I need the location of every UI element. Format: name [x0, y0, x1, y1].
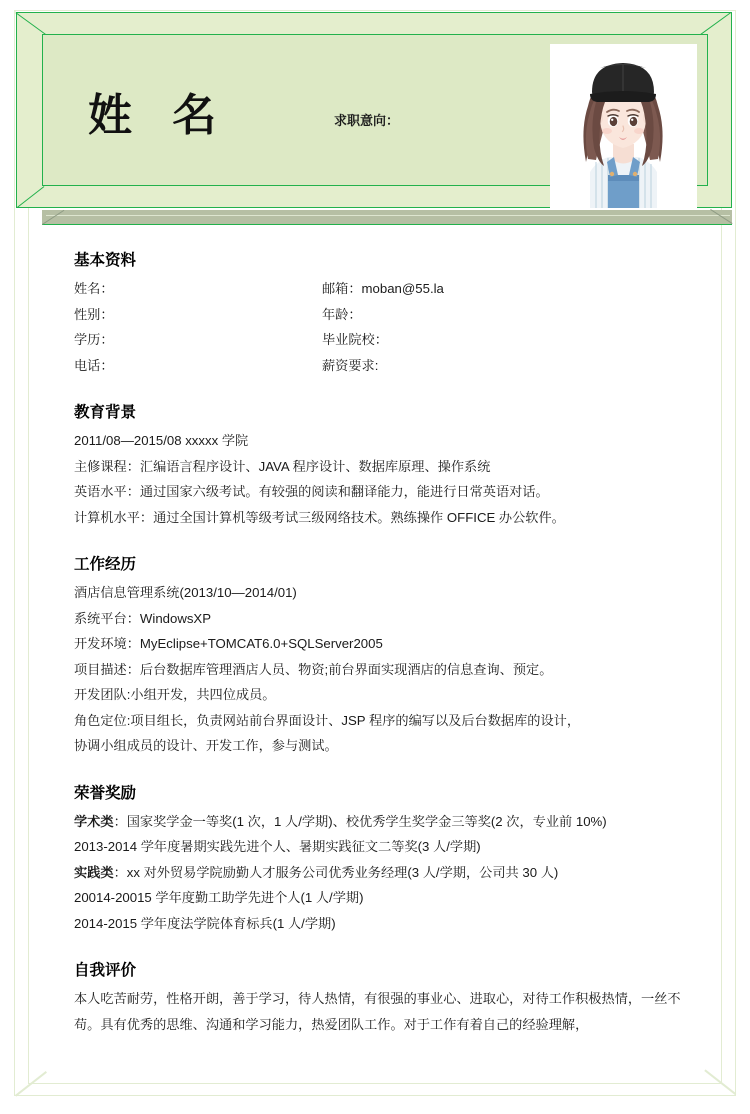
field-name-label: 姓名： — [74, 281, 114, 296]
basic-info-grid — [0, 276, 750, 378]
candidate-name: 姓 名 — [88, 91, 231, 140]
section-title-honors: 荣誉奖励 — [74, 784, 137, 802]
honor-label-academic: 学术类 — [74, 813, 114, 829]
work-line: 开发环境：MyEclipse+TOMCAT6.0+SQLServer2005 — [74, 636, 383, 651]
field-email: 邮箱：moban@55.la — [322, 281, 444, 296]
field-gender-label: 性别： — [74, 306, 114, 322]
honor-text: 2013-2014 学年度暑期实践先进个人、暑期实践征文二等奖(3 人/学期) — [74, 839, 481, 854]
section-title-work-experience: 工作经历 — [74, 556, 137, 573]
work-line: 协调小组成员的设计、开发工作，参与测试。 — [74, 738, 338, 753]
education-line: 计算机水平：通过全国计算机等级考试三级网络技术。熟练操作 OFFICE 办公软件。 — [74, 509, 565, 525]
section-basic-info — [0, 248, 750, 378]
section-title-basic-info: 基本资料 — [74, 252, 137, 269]
honor-text: ：国家奖学金一等奖(1 次，1 人/学期)、校优秀学生奖学金三等奖(2 次，专业前 10%) — [113, 813, 607, 829]
field-school-label: 毕业院校： — [322, 332, 388, 347]
resume-content — [0, 248, 750, 1037]
self-eval-line: 苟。具有优秀的思维、沟通和学习能力，热爱团队工作。对于工作有着自己的经验理解， — [74, 1016, 589, 1032]
honor-line — [0, 834, 750, 860]
education-line: 英语水平：通过国家六级考试。有较强的阅读和翻译能力，能进行日常英语对话。 — [74, 484, 549, 499]
avatar — [550, 44, 697, 208]
resume-header — [16, 12, 732, 222]
header-shadow-band — [42, 210, 732, 225]
section-self-evaluation — [0, 958, 750, 1037]
header-shadow-highlight — [46, 215, 730, 216]
section-honors — [0, 781, 750, 937]
work-line: 酒店信息管理系统(2013/10—2014/01) — [74, 585, 297, 600]
section-title-education: 教育背景 — [74, 404, 137, 421]
honor-line — [0, 809, 750, 835]
work-line: 角色定位:项目组长，负责网站前台界面设计、JSP 程序的编写以及后台数据库的设计， — [74, 712, 581, 728]
spacer — [0, 759, 750, 781]
section-title-self-evaluation: 自我评价 — [74, 962, 137, 979]
field-education-label: 学历： — [74, 332, 114, 347]
spacer — [0, 378, 750, 400]
field-phone-label: 电话： — [74, 357, 114, 373]
field-age-label: 年龄： — [322, 306, 362, 322]
honor-line — [0, 860, 750, 886]
field-salary-label: 薪资要求: — [322, 357, 379, 373]
education-line: 主修课程：汇编语言程序设计、JAVA 程序设计、数据库原理、操作系统 — [74, 458, 491, 474]
avatar-illustration — [550, 44, 697, 208]
self-eval-line: 本人吃苦耐劳，性格开朗，善于学习，待人热情，有很强的事业心、进取心，对待工作积极热情，一丝不 — [74, 991, 681, 1006]
honor-text: 20014-20015 学年度勤工助学先进个人(1 人/学期) — [74, 890, 364, 905]
page-frame-bevel-bottomright — [704, 1070, 736, 1095]
job-intent-label: 求职意向： — [334, 113, 400, 128]
page-frame-bevel-bottomleft — [15, 1071, 47, 1096]
section-education — [0, 400, 750, 530]
honor-line — [0, 885, 750, 911]
spacer — [0, 936, 750, 958]
education-line: 2011/08—2015/08 xxxxx 学院 — [74, 433, 249, 448]
work-line: 系统平台：WindowsXP — [74, 610, 212, 626]
work-line: 项目描述：后台数据库管理酒店人员、物资;前台界面实现酒店的信息查询、预定。 — [74, 661, 553, 677]
spacer — [0, 530, 750, 552]
honor-label-practice: 实践类 — [74, 864, 114, 880]
work-line: 开发团队:小组开发，共四位成员。 — [74, 687, 276, 702]
honor-text: ：xx 对外贸易学院励勤人才服务公司优秀业务经理(3 人/学期，公司共 30 人) — [113, 864, 559, 880]
honor-line — [0, 911, 750, 937]
honor-text: 2014-2015 学年度法学院体育标兵(1 人/学期) — [74, 915, 336, 931]
section-work-experience — [0, 552, 750, 759]
